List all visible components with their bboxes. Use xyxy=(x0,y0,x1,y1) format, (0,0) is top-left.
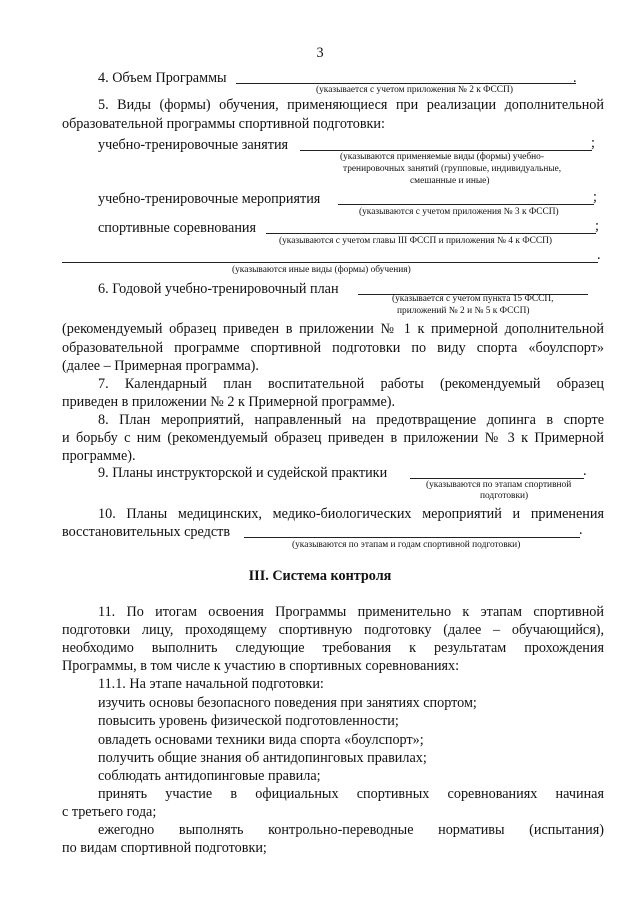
s5b-label: учебно-тренировочные мероприятия xyxy=(98,191,321,207)
s5d-end: . xyxy=(597,247,601,263)
s6-label: 6. Годовой учебно-тренировочный план xyxy=(98,281,339,297)
s11-p1-line2: с третьего года; xyxy=(62,804,157,820)
s5a-note2: тренировочных занятий (групповые, индивидуальные, xyxy=(343,164,562,174)
s11-p2-line2: по видам спортивной подготовки; xyxy=(62,840,267,856)
s5c-fill-line xyxy=(266,233,596,234)
s8-line3: программе). xyxy=(62,448,136,464)
s6-line2: образовательной программе спортивной подготовки по виду спорта «боулспорт» xyxy=(62,340,604,356)
s4-note: (указывается с учетом приложения № 2 к ФССП) xyxy=(316,85,513,95)
s5b-fill-line xyxy=(338,204,594,205)
s8-line2: и борьбу с ним (рекомендуемый образец приведен в приложении № 3 к Примерной xyxy=(62,430,604,446)
s5c-note: (указываются с учетом главы III ФССП и приложения № 4 к ФССП) xyxy=(279,236,553,246)
s9-label: 9. Планы инструкторской и судейской практики xyxy=(98,465,388,481)
s11-line3: необходимо выполнить следующие требования к результатам прохождения xyxy=(62,640,604,656)
s5d-fill-line xyxy=(62,262,598,263)
s8-line1: 8. План мероприятий, направленный на предотвращение допинга в спорте xyxy=(98,412,604,428)
s5c-end: ; xyxy=(595,218,599,234)
s9-note1: (указываются по этапам спортивной xyxy=(426,480,572,490)
s6-note1: (указывается с учетом пункта 15 ФССП, xyxy=(392,294,554,304)
s9-note2: подготовки) xyxy=(480,491,529,501)
s5a-fill-line xyxy=(300,150,592,151)
list-item: соблюдать антидопинговые правила; xyxy=(98,768,321,784)
s6-line3: (далее – Примерная программа). xyxy=(62,358,259,374)
list-item: овладеть основами техники вида спорта «боулспорт»; xyxy=(98,732,424,748)
s10-line1: 10. Планы медицинских, медико-биологических мероприятий и применения xyxy=(98,506,604,522)
s5a-note1: (указываются применяемые виды (формы) учебно- xyxy=(340,152,544,162)
s5-line2: образовательной программы спортивной подготовки: xyxy=(62,116,385,132)
s10-line2: восстановительных средств xyxy=(62,524,231,540)
s11-p2-line1: ежегодно выполнять контрольно-переводные нормативы (испытания) xyxy=(98,822,604,838)
s11-line4: Программы, в том числе к участию в спортивных соревнованиях: xyxy=(62,658,460,674)
s5c-label: спортивные соревнования xyxy=(98,220,257,236)
s4-label: 4. Объем Программы xyxy=(98,70,227,86)
section-3-title: III. Система контроля xyxy=(248,568,392,584)
list-item: повысить уровень физической подготовленности; xyxy=(98,713,399,729)
page-number: 3 xyxy=(316,45,324,61)
s10-end: . xyxy=(579,522,583,538)
s5-line1: 5. Виды (формы) обучения, применяющиеся при реализации дополнительной xyxy=(98,97,604,113)
s9-fill-line xyxy=(410,478,584,479)
s6-note2: приложений № 2 и № 5 к ФССП) xyxy=(397,306,530,316)
s11-sub: 11.1. На этапе начальной подготовки: xyxy=(98,676,324,692)
s5b-end: ; xyxy=(593,189,597,205)
s6-line1: (рекомендуемый образец приведен в приложении № 1 к примерной дополнительной xyxy=(62,321,604,337)
s5d-note: (указываются иные виды (формы) обучения) xyxy=(232,265,411,275)
s10-fill-line xyxy=(244,537,580,538)
list-item: получить общие знания об антидопинговых правилах; xyxy=(98,750,427,766)
s5b-note: (указываются с учетом приложения № 3 к ФССП) xyxy=(359,207,559,217)
s4-end: . xyxy=(573,70,577,86)
s7-line1: 7. Календарный план воспитательной работы (рекомендуемый образец xyxy=(98,376,604,392)
s4-fill-line xyxy=(236,83,576,84)
s11-line2: подготовки лицу, проходящему спортивную подготовку (далее – обучающийся), xyxy=(62,622,604,638)
s5a-end: ; xyxy=(591,135,595,151)
s9-end: . xyxy=(583,463,587,479)
list-item: изучить основы безопасного поведения при занятиях спортом; xyxy=(98,695,477,711)
s11-line1: 11. По итогам освоения Программы применительно к этапам спортивной xyxy=(98,604,604,620)
s10-note: (указываются по этапам и годам спортивной подготовки) xyxy=(292,540,521,550)
s5a-label: учебно-тренировочные занятия xyxy=(98,137,289,153)
s5a-note3: смешанные и иные) xyxy=(410,176,490,186)
s11-p1-line1: принять участие в официальных спортивных соревнованиях начиная xyxy=(98,786,604,802)
s7-line2: приведен в приложении № 2 к Примерной программе). xyxy=(62,394,396,410)
